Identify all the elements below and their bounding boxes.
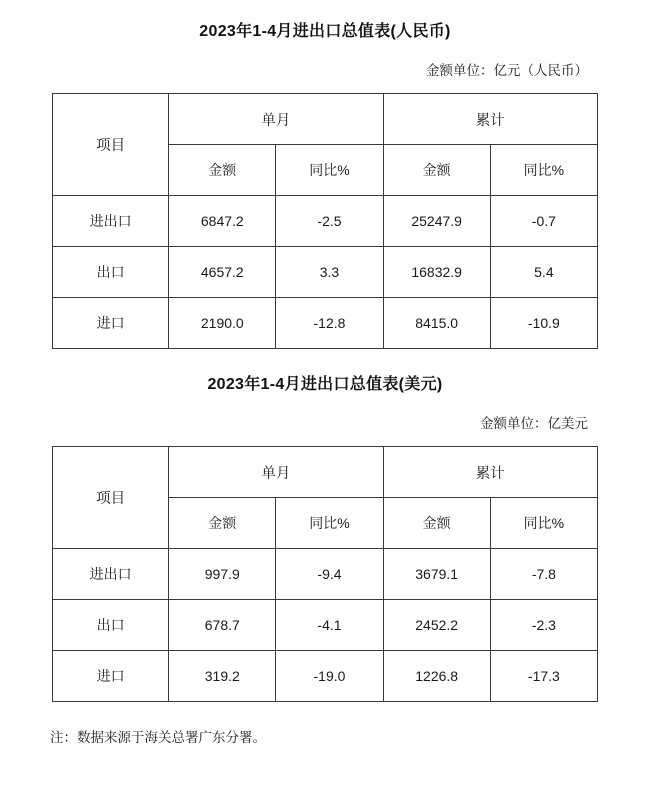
table-header-usd: [53, 447, 598, 549]
column-group-month: 单月: [169, 94, 383, 145]
table-row: [53, 196, 598, 247]
column-header-month-yoy: 同比%: [276, 498, 383, 549]
column-group-cumulative: 累计: [383, 447, 597, 498]
cell-month-yoy: -9.4: [276, 549, 383, 600]
cell-month-amount: 319.2: [169, 651, 276, 702]
cell-cumulative-amount: 3679.1: [383, 549, 490, 600]
cell-month-yoy: 3.3: [276, 247, 383, 298]
column-header-cumulative-yoy: 同比%: [490, 498, 597, 549]
cell-month-yoy: -12.8: [276, 298, 383, 349]
column-header-month-yoy: 同比%: [276, 145, 383, 196]
table-row: [53, 298, 598, 349]
column-header-item: 项目: [53, 94, 169, 196]
cell-cumulative-amount: 16832.9: [383, 247, 490, 298]
column-group-month: 单月: [169, 447, 383, 498]
cell-cumulative-yoy: -7.8: [490, 549, 597, 600]
cell-cumulative-yoy: -2.3: [490, 600, 597, 651]
cell-cumulative-yoy: -17.3: [490, 651, 597, 702]
document-page: [0, 18, 650, 804]
cell-month-yoy: -4.1: [276, 600, 383, 651]
import-export-table-usd: [52, 446, 598, 702]
row-label-total: 进出口: [53, 196, 169, 247]
import-export-table-rmb: [52, 93, 598, 349]
row-label-import: 进口: [53, 298, 169, 349]
row-label-total: 进出口: [53, 549, 169, 600]
table-row: [53, 600, 598, 651]
row-label-export: 出口: [53, 247, 169, 298]
column-group-cumulative: 累计: [383, 94, 597, 145]
column-header-cumulative-amount: 金额: [383, 498, 490, 549]
column-header-item: 项目: [53, 447, 169, 549]
cell-cumulative-amount: 8415.0: [383, 298, 490, 349]
row-label-import: 进口: [53, 651, 169, 702]
cell-month-amount: 997.9: [169, 549, 276, 600]
cell-cumulative-amount: 25247.9: [383, 196, 490, 247]
row-label-export: 出口: [53, 600, 169, 651]
table-body-usd: [53, 549, 598, 702]
table-row: [53, 247, 598, 298]
column-header-cumulative-yoy: 同比%: [490, 145, 597, 196]
table-row: [53, 651, 598, 702]
unit-label-rmb: 金额单位：亿元（人民币）: [426, 63, 588, 78]
page-title-rmb: 2023年1-4月进出口总值表(人民币): [199, 23, 451, 40]
cell-cumulative-yoy: -10.9: [490, 298, 597, 349]
cell-cumulative-yoy: 5.4: [490, 247, 597, 298]
footnote: 注：数据来源于海关总署广东分署。: [50, 730, 266, 745]
column-header-month-amount: 金额: [169, 498, 276, 549]
cell-month-amount: 6847.2: [169, 196, 276, 247]
page-title-usd: 2023年1-4月进出口总值表(美元): [207, 376, 443, 393]
cell-month-amount: 678.7: [169, 600, 276, 651]
cell-month-yoy: -2.5: [276, 196, 383, 247]
table-header-row-groups: [53, 94, 598, 145]
table-body-rmb: [53, 196, 598, 349]
cell-cumulative-yoy: -0.7: [490, 196, 597, 247]
column-header-cumulative-amount: 金额: [383, 145, 490, 196]
cell-cumulative-amount: 2452.2: [383, 600, 490, 651]
table-header-rmb: [53, 94, 598, 196]
cell-month-yoy: -19.0: [276, 651, 383, 702]
unit-label-usd: 金额单位：亿美元: [480, 416, 588, 431]
column-header-month-amount: 金额: [169, 145, 276, 196]
cell-month-amount: 2190.0: [169, 298, 276, 349]
cell-month-amount: 4657.2: [169, 247, 276, 298]
table-row: [53, 549, 598, 600]
cell-cumulative-amount: 1226.8: [383, 651, 490, 702]
table-header-row-groups: [53, 447, 598, 498]
